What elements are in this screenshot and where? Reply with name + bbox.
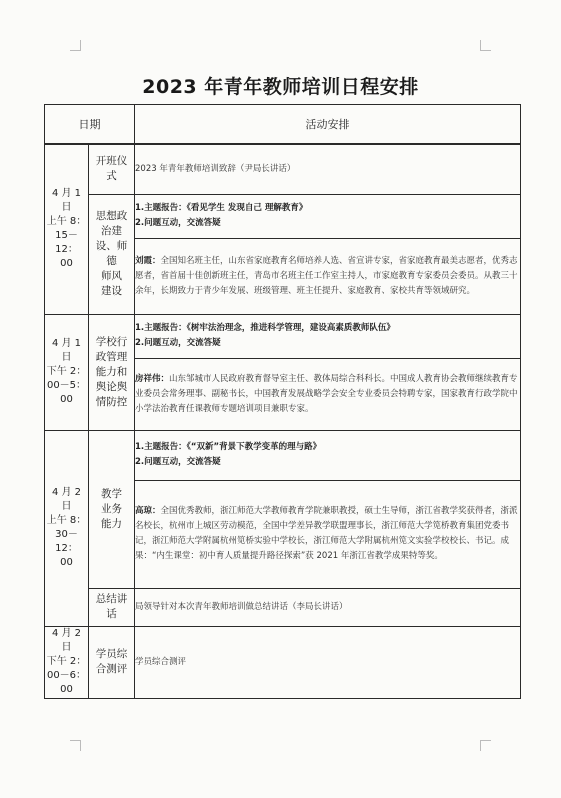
topic-line: 式 bbox=[106, 170, 117, 183]
agenda-item: 2.问题互动，交流答疑 bbox=[135, 218, 221, 228]
activity-items bbox=[135, 314, 521, 358]
topic-line: 学校行 bbox=[95, 335, 128, 348]
session-topic bbox=[89, 194, 135, 314]
speaker-bio bbox=[135, 358, 521, 430]
date-line: 4 月 1 bbox=[51, 188, 82, 200]
date-line: 4 月 2 bbox=[51, 628, 82, 639]
header-activity: 活动安排 bbox=[135, 105, 521, 145]
speaker-name: 刘霞： bbox=[135, 255, 161, 266]
table-row bbox=[45, 314, 521, 358]
activity-items bbox=[135, 194, 521, 238]
topic-line: 情防控 bbox=[95, 395, 128, 408]
topic-line: 治建 bbox=[101, 225, 122, 237]
session-topic bbox=[89, 626, 135, 698]
topic-line: 舆论舆 bbox=[95, 380, 128, 393]
crop-mark bbox=[70, 740, 81, 751]
date-line: 00－6： bbox=[46, 670, 87, 681]
session-topic bbox=[89, 314, 135, 430]
schedule-table bbox=[44, 104, 521, 699]
activity-items bbox=[135, 430, 521, 480]
table-row bbox=[45, 588, 521, 626]
date-line: 日 bbox=[61, 642, 72, 653]
topic-line: 德 bbox=[106, 255, 117, 267]
activity-text: 学员综合测评 bbox=[135, 626, 521, 698]
table-row bbox=[45, 144, 521, 194]
crop-mark bbox=[70, 40, 81, 51]
table-row bbox=[45, 194, 521, 238]
agenda-item: 1.主题报告：《“双新”背景下教学变革的理与路》 bbox=[135, 442, 322, 452]
topic-line: 思想政 bbox=[95, 210, 128, 222]
agenda-item: 1.主题报告：《看见学生 发现自己 理解教育》 bbox=[135, 203, 308, 213]
page-title: 2023 年青年教师培训日程安排 bbox=[142, 76, 419, 98]
agenda-item: 2.问题互动，交流答疑 bbox=[135, 457, 221, 467]
topic-line: 师风 bbox=[101, 270, 122, 282]
speaker-bio-text: 山东邹城市人民政府教育督导室主任、教体局综合科科长。中国成人教育协会教师继续教育专业委员会常务理事、副秘书长，中国教育发展战略学会安全专业委员会特聘专家，国家教育行政学院中小学法治教育任课教师专题培训项目兼职专家。 bbox=[135, 373, 518, 414]
topic-line: 建设 bbox=[101, 285, 122, 297]
topic-line: 业务 bbox=[101, 502, 122, 515]
session-topic bbox=[89, 430, 135, 588]
speaker-name: 房祥伟： bbox=[135, 373, 170, 384]
date-line: 上午 8： bbox=[46, 515, 87, 526]
topic-line: 话 bbox=[106, 608, 117, 620]
session-date bbox=[45, 144, 89, 314]
topic-line: 开班仪 bbox=[95, 155, 128, 168]
topic-line: 合测评 bbox=[95, 663, 128, 675]
agenda-item: 2.问题互动，交流答疑 bbox=[135, 338, 221, 348]
date-line: 上午 8： bbox=[46, 216, 87, 228]
date-line: 下午 2： bbox=[46, 366, 87, 377]
crop-mark bbox=[480, 40, 491, 51]
date-line: 日 bbox=[61, 202, 72, 214]
date-line: 00 bbox=[60, 394, 73, 405]
date-line: 00 bbox=[60, 258, 73, 270]
activity-text: 局领导针对本次青年教师培训做总结讲话（李局长讲话） bbox=[135, 588, 521, 626]
date-line: 00－5： bbox=[46, 380, 87, 391]
date-line: 00 bbox=[60, 684, 73, 695]
agenda-item: 1.主题报告：《树牢法治理念，推进科学管理，建设高素质教师队伍》 bbox=[135, 323, 395, 333]
topic-line: 学员综 bbox=[95, 648, 128, 660]
topic-line: 能力和 bbox=[95, 365, 128, 378]
session-date bbox=[45, 626, 89, 698]
session-date bbox=[45, 314, 89, 430]
date-line: 4 月 2 bbox=[51, 487, 82, 498]
date-line: 下午 2： bbox=[46, 656, 87, 667]
speaker-bio bbox=[135, 238, 521, 314]
speaker-bio-text: 全国优秀教师，浙江师范大学教师教育学院兼职教授，硕士生导师，浙江省教学奖获得者，浙派名校长，杭州市上城区劳动模范，全国中学差异教学联盟理事长，浙江师范大学笕桥教育集团党委书记，浙江师范大学附属杭州笕桥实验中学校长，浙江师范大学附属杭州笕文实验学校校长、书记。成果：“内生课堂：初中育人质量提升路径探索”获 2021 年浙江省教学成果特等奖。 bbox=[135, 506, 518, 561]
date-line: 30－12： bbox=[55, 529, 78, 554]
date-line: 4 月 1 bbox=[51, 338, 82, 349]
session-date bbox=[45, 430, 89, 626]
table-row bbox=[45, 430, 521, 480]
topic-line: 政管理 bbox=[95, 350, 128, 363]
session-topic bbox=[89, 588, 135, 626]
crop-mark bbox=[480, 740, 491, 751]
speaker-name: 高琼： bbox=[135, 506, 161, 516]
topic-line: 设、师 bbox=[95, 240, 128, 252]
date-line: 日 bbox=[61, 352, 72, 363]
topic-line: 能力 bbox=[101, 517, 122, 530]
header-date: 日期 bbox=[45, 105, 135, 145]
speaker-bio-text: 全国知名班主任，山东省家庭教育名师培养人选、省宣讲专家，省家庭教育最美志愿者，优秀志愿者，省首届十佳创新班主任，青岛市名班主任工作室主持人，市家庭教育专家委员会委员。从教三十余年，长期致力于青少年发展、班级管理、班主任提升、家庭教育、家校共育等领域研究。 bbox=[135, 255, 518, 296]
topic-line: 教学 bbox=[101, 487, 122, 500]
speaker-bio bbox=[135, 480, 521, 588]
date-line: 00 bbox=[60, 557, 73, 568]
session-topic bbox=[89, 144, 135, 194]
activity-text: 2023 年青年教师培训致辞（尹局长讲话） bbox=[135, 144, 521, 194]
date-line: 15－12： bbox=[55, 230, 78, 256]
topic-line: 总结讲 bbox=[95, 593, 128, 605]
table-header-row bbox=[45, 105, 521, 145]
table-row bbox=[45, 626, 521, 698]
date-line: 日 bbox=[61, 501, 72, 512]
